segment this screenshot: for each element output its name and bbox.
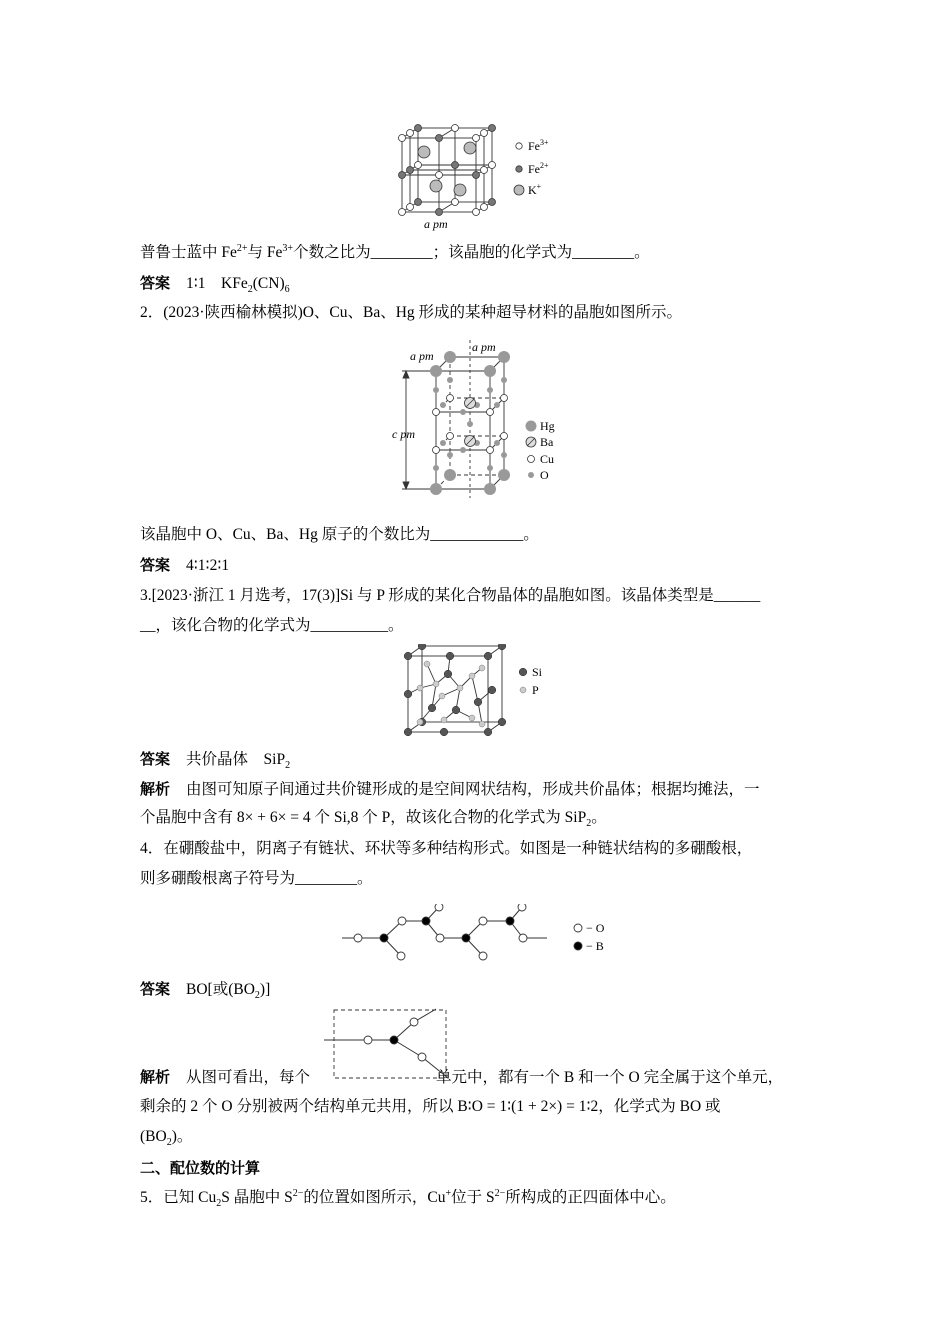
q2-question: 该晶胞中 O、Cu、Ba、Hg 原子的个数比为____________。	[140, 526, 539, 543]
q1-answer: 答案 1∶1 $KFe_2(CN)_6$	[140, 274, 290, 296]
legend-b: − B	[586, 939, 604, 953]
legend-o: − O	[586, 921, 605, 935]
q4-analysis-line3: $(BO_2)$。	[140, 1128, 193, 1149]
q4-answer: 答案 BO[或$(BO_2)$]	[140, 980, 271, 1002]
q3-answer: 答案 共价晶体 SiP$_2$	[140, 750, 291, 772]
section-title: 二、配位数的计算	[140, 1159, 261, 1177]
polyborate-unit-figure	[320, 1004, 452, 1080]
q2-answer: 答案 4∶1∶2∶1	[140, 556, 230, 574]
top-right-label: a pm	[472, 340, 496, 354]
q2-text: 2．(2023·陕西榆林模拟)O、Cu、Ba、Hg 形成的某种超导材料的晶胞如图所示。	[140, 304, 683, 321]
sip2-cell-figure	[402, 644, 552, 740]
q3-analysis-line2: 个晶胞中含有 8× + 6× = 4 个 Si,8 个 P，故该化合物的化学式为 SiP$_2$。	[140, 809, 607, 830]
legend-k: K+	[528, 182, 542, 197]
prussian-blue-cell-figure	[388, 122, 568, 234]
legend-ba: Ba	[540, 435, 554, 449]
legend-p: P	[532, 683, 539, 697]
q4-text-line1: 4．在硼酸盐中，阴离子有链状、环状等多种结构形式。如图是一种链状结构的多硼酸根，	[140, 840, 753, 857]
top-left-label: a pm	[410, 349, 434, 363]
q3-text-line2: __，该化合物的化学式为__________。	[140, 617, 404, 634]
legend-cu: Cu	[540, 452, 555, 466]
q3-text-line1: 3.[2023·浙江 1 月选考，17(3)]Si 与 P 形成的某化合物晶体的晶胞如图。该晶体类型是______	[140, 587, 761, 604]
superconductor-cell-figure	[392, 340, 572, 498]
q5-text: 5．已知 $Cu_2S$ 晶胞中 $S^{2-}$的位置如图所示，Cu+位于 $S^{2-}$所构成的正四面体中心。	[140, 1187, 676, 1210]
height-label: c pm	[392, 427, 415, 441]
q3-analysis-line1: 解析 由图可知原子间通过共价键形成的是空间网状结构，形成共价晶体；根据均摊法，一	[140, 780, 760, 798]
legend-si: Si	[532, 665, 543, 679]
q1-question: 普鲁士蓝中 $Fe^{2+}$与 $Fe^{3+}$个数之比为________；该晶胞的化学式为________。	[140, 242, 650, 261]
axis-label: a pm	[424, 217, 448, 231]
polyborate-chain-figure	[340, 904, 620, 966]
legend-fe3: $Fe^{3+}$	[528, 138, 549, 153]
legend-fe2: $Fe^{2+}$	[528, 161, 549, 176]
q4-text-line2: 则多硼酸根离子符号为________。	[140, 870, 373, 887]
q4-analysis-line1: 解析 从图可看出，每个 单元中，都有一个 B 和一个 O 完全属于这个单元，	[140, 1068, 784, 1086]
q4-analysis-line2: 剩余的 2 个 O 分别被两个结构单元共用，所以 B∶O = 1∶(1 + 2×) = 1∶2，化学式为 BO 或	[140, 1098, 721, 1115]
legend-o: O	[540, 468, 549, 482]
legend-hg: Hg	[540, 419, 555, 433]
